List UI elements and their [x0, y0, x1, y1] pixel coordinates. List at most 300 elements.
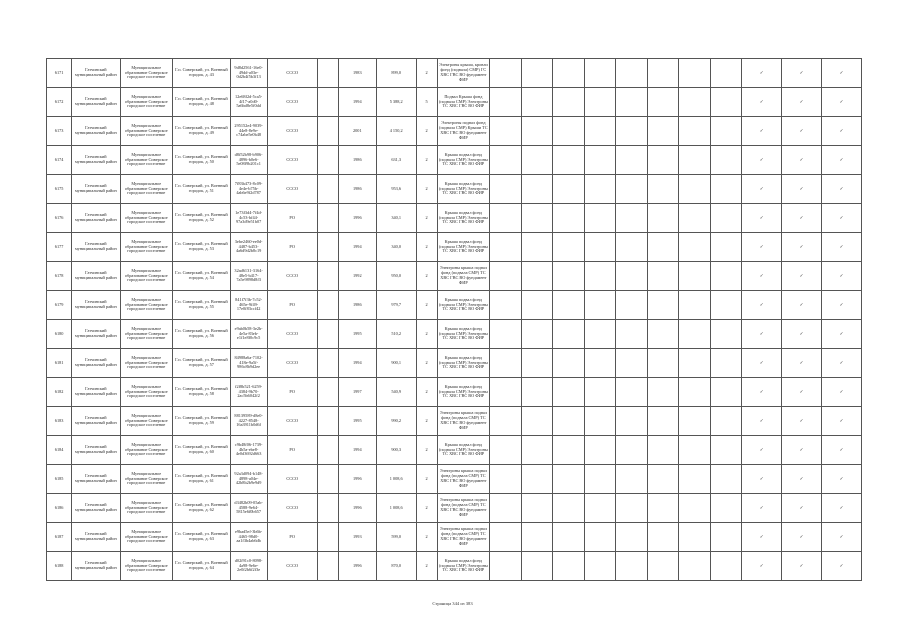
fias-code-cell: d8f52b98-b906-4896-b0e6-5e08f9b201c1	[230, 146, 267, 175]
area-cell: 900,1	[376, 349, 416, 378]
check-mark-icon: ✓	[782, 204, 822, 233]
table-row	[47, 552, 862, 581]
empty-cell	[679, 349, 711, 378]
empty-cell	[490, 175, 522, 204]
empty-cell	[521, 146, 553, 175]
check-mark-icon: ✓	[821, 349, 861, 378]
check-mark-icon: ✓	[782, 552, 822, 581]
fund-type-cell: СССО	[267, 407, 317, 436]
address-cell: Г.п. Сиверский, ул. Военный городок, д. 54	[173, 262, 231, 291]
work-types-cell: Крыша подвал фонд (подвала СМР) Электроны ТС ХВС ГВС ВО ФИР	[437, 436, 490, 465]
empty-cell	[317, 494, 338, 523]
check-mark-icon: ✓	[742, 175, 782, 204]
check-mark-icon: ✓	[742, 233, 782, 262]
check-mark-icon: ✓	[821, 465, 861, 494]
empty-cell	[490, 465, 522, 494]
empty-cell	[710, 233, 742, 262]
row-number: 6177	[47, 233, 72, 262]
floors-cell: 5	[416, 88, 437, 117]
table-row	[47, 204, 862, 233]
fund-type-cell: СССО	[267, 175, 317, 204]
empty-cell	[616, 320, 648, 349]
district-cell: Гатчинский муниципальный район	[72, 552, 120, 581]
year-cell: 1986	[338, 146, 376, 175]
check-mark-icon: ✓	[782, 320, 822, 349]
empty-cell	[521, 320, 553, 349]
empty-cell	[490, 349, 522, 378]
empty-cell	[553, 146, 585, 175]
check-mark-icon: ✓	[821, 204, 861, 233]
row-number: 6172	[47, 88, 72, 117]
empty-cell	[490, 59, 522, 88]
empty-cell	[679, 146, 711, 175]
fias-code-cell: c9b48f06-1739-4b5a-ebe8-4e0d3692d663	[230, 436, 267, 465]
area-cell: 900,3	[376, 436, 416, 465]
settlement-cell: Муниципальное образование Сиверское городское поселение	[120, 378, 173, 407]
fund-type-cell: СССО	[267, 465, 317, 494]
empty-cell	[584, 378, 616, 407]
empty-cell	[616, 88, 648, 117]
check-mark-icon: ✓	[742, 88, 782, 117]
empty-cell	[616, 117, 648, 146]
empty-cell	[521, 436, 553, 465]
empty-cell	[584, 146, 616, 175]
address-cell: Г.п. Сиверский, ул. Военный городок, д. 50	[173, 146, 231, 175]
settlement-cell: Муниципальное образование Сиверское городское поселение	[120, 465, 173, 494]
settlement-cell: Муниципальное образование Сиверское городское поселение	[120, 175, 173, 204]
check-mark-icon: ✓	[742, 436, 782, 465]
table-row	[47, 146, 862, 175]
fias-code-cell: 295152e4-9039-44e8-8e9e-c74abe5e0b48	[230, 117, 267, 146]
empty-cell	[521, 494, 553, 523]
check-mark-icon: ✓	[782, 59, 822, 88]
empty-cell	[317, 378, 338, 407]
row-number: 6178	[47, 262, 72, 291]
empty-cell	[584, 436, 616, 465]
row-number: 6186	[47, 494, 72, 523]
fund-type-cell: СССО	[267, 88, 317, 117]
empty-cell	[647, 320, 679, 349]
year-cell: 1996	[338, 552, 376, 581]
empty-cell	[710, 59, 742, 88]
year-cell: 2001	[338, 117, 376, 146]
row-number: 6174	[47, 146, 72, 175]
work-types-cell: Крыша подвал фонд (подвала СМР) Электроны ТС ХВС ГВС ВО ФИР	[437, 291, 490, 320]
district-cell: Гатчинский муниципальный район	[72, 465, 120, 494]
empty-cell	[553, 494, 585, 523]
fund-type-cell: РО	[267, 436, 317, 465]
settlement-cell: Муниципальное образование Сиверское городское поселение	[120, 88, 173, 117]
table-row	[47, 436, 862, 465]
empty-cell	[490, 494, 522, 523]
check-mark-icon: ✓	[821, 233, 861, 262]
year-cell: 1995	[338, 407, 376, 436]
empty-cell	[521, 552, 553, 581]
empty-cell	[616, 204, 648, 233]
check-mark-icon: ✓	[782, 465, 822, 494]
settlement-cell: Муниципальное образование Сиверское городское поселение	[120, 523, 173, 552]
check-mark-icon: ✓	[821, 262, 861, 291]
floors-cell: 2	[416, 204, 437, 233]
settlement-cell: Муниципальное образование Сиверское городское поселение	[120, 436, 173, 465]
fias-code-cell: d3482b09-05ab-4588-9e64-5815e6f0b657	[230, 494, 267, 523]
settlement-cell: Муниципальное образование Сиверское городское поселение	[120, 233, 173, 262]
empty-cell	[584, 494, 616, 523]
address-cell: Г.п. Сиверский, ул. Военный городок, д. 57	[173, 349, 231, 378]
area-cell: 953,6	[376, 175, 416, 204]
district-cell: Гатчинский муниципальный район	[72, 146, 120, 175]
empty-cell	[521, 465, 553, 494]
district-cell: Гатчинский муниципальный район	[72, 523, 120, 552]
district-cell: Гатчинский муниципальный район	[72, 88, 120, 117]
empty-cell	[679, 233, 711, 262]
check-mark-icon: ✓	[782, 291, 822, 320]
empty-cell	[490, 204, 522, 233]
empty-cell	[647, 59, 679, 88]
empty-cell	[647, 436, 679, 465]
settlement-cell: Муниципальное образование Сиверское городское поселение	[120, 291, 173, 320]
fias-code-cell: 92a3d094-b148-4898-a04e-42b8b2b9e9d9	[230, 465, 267, 494]
empty-cell	[584, 175, 616, 204]
floors-cell: 2	[416, 59, 437, 88]
table-row	[47, 88, 862, 117]
empty-cell	[679, 407, 711, 436]
settlement-cell: Муниципальное образование Сиверское городское поселение	[120, 494, 173, 523]
fund-type-cell: СССО	[267, 117, 317, 146]
area-cell: 340,1	[376, 204, 416, 233]
empty-cell	[317, 291, 338, 320]
floors-cell: 2	[416, 117, 437, 146]
area-cell: 631,3	[376, 146, 416, 175]
empty-cell	[679, 291, 711, 320]
area-cell: 5 388,2	[376, 88, 416, 117]
area-cell: 510,2	[376, 320, 416, 349]
table-row	[47, 175, 862, 204]
empty-cell	[317, 349, 338, 378]
area-cell: 979,7	[376, 291, 416, 320]
fund-type-cell: РО	[267, 233, 317, 262]
empty-cell	[490, 146, 522, 175]
area-cell: 1 008,6	[376, 494, 416, 523]
row-number: 6179	[47, 291, 72, 320]
empty-cell	[521, 117, 553, 146]
check-mark-icon: ✓	[782, 436, 822, 465]
work-types-cell: Электроны крыша подвал фонд (подвала СМР) ТС ХВС ГВС ВО фундамент ФИР	[437, 523, 490, 552]
empty-cell	[584, 320, 616, 349]
empty-cell	[317, 436, 338, 465]
table-body	[47, 59, 862, 581]
district-cell: Гатчинский муниципальный район	[72, 59, 120, 88]
area-cell: 870,0	[376, 552, 416, 581]
check-mark-icon: ✓	[821, 552, 861, 581]
floors-cell: 2	[416, 320, 437, 349]
empty-cell	[553, 204, 585, 233]
row-number: 6175	[47, 175, 72, 204]
work-types-cell: Крыша подвал фонд (подвала СМР) Электроны ТС ХВС ГВС ВО ФИР	[437, 320, 490, 349]
empty-cell	[317, 407, 338, 436]
building-registry-table	[46, 58, 862, 581]
empty-cell	[647, 233, 679, 262]
fias-code-cell: 32ad6131-3164-48e5-b417-7a5e9898d8f3	[230, 262, 267, 291]
table-row	[47, 523, 862, 552]
check-mark-icon: ✓	[821, 88, 861, 117]
address-cell: Г.п. Сиверский, ул. Военный городок, д. 58	[173, 378, 231, 407]
address-cell: Г.п. Сиверский, ул. Военный городок, д. 64	[173, 552, 231, 581]
check-mark-icon: ✓	[782, 262, 822, 291]
table-row	[47, 494, 862, 523]
area-cell: 950,0	[376, 262, 416, 291]
check-mark-icon: ✓	[782, 494, 822, 523]
empty-cell	[553, 320, 585, 349]
work-types-cell: Электроны подвал фонд (подвала СМР) Крыши ТС ХВС ГВС ВО фундамент ФИР	[437, 117, 490, 146]
year-cell: 1993	[338, 523, 376, 552]
empty-cell	[553, 175, 585, 204]
check-mark-icon: ✓	[742, 552, 782, 581]
check-mark-icon: ✓	[782, 523, 822, 552]
fias-code-cell: f2f8b521-6259-4384-9b70-2ac5b6042f2	[230, 378, 267, 407]
empty-cell	[679, 204, 711, 233]
empty-cell	[584, 233, 616, 262]
empty-cell	[317, 465, 338, 494]
empty-cell	[553, 407, 585, 436]
empty-cell	[647, 262, 679, 291]
empty-cell	[647, 291, 679, 320]
area-cell: 540,9	[376, 378, 416, 407]
empty-cell	[521, 204, 553, 233]
empty-cell	[521, 523, 553, 552]
district-cell: Гатчинский муниципальный район	[72, 378, 120, 407]
address-cell: Г.п. Сиверский, ул. Военный городок, д. 59	[173, 407, 231, 436]
fias-code-cell: 84988a6a-7102-418e-9a5f-986c8b9d2ee	[230, 349, 267, 378]
check-mark-icon: ✓	[742, 378, 782, 407]
empty-cell	[521, 233, 553, 262]
row-number: 6185	[47, 465, 72, 494]
floors-cell: 2	[416, 349, 437, 378]
table-row	[47, 349, 862, 378]
fias-code-cell: 9d8d2561-16e0-49dd-a03e-0d2b4f5b3f13	[230, 59, 267, 88]
empty-cell	[616, 494, 648, 523]
empty-cell	[616, 175, 648, 204]
floors-cell: 2	[416, 291, 437, 320]
row-number: 6171	[47, 59, 72, 88]
fias-code-cell: 3ebe2460-ee0d-4487-b453-4a6d9d2b8c19	[230, 233, 267, 262]
empty-cell	[584, 262, 616, 291]
address-cell: Г.п. Сиверский, ул. Военный городок, д. 49	[173, 117, 231, 146]
check-mark-icon: ✓	[742, 320, 782, 349]
work-types-cell: Крыша подвал фонд (подвала СМР) Электроны ТС ХВС ГВС ВО ФИР	[437, 233, 490, 262]
empty-cell	[317, 59, 338, 88]
row-number: 6183	[47, 407, 72, 436]
empty-cell	[710, 88, 742, 117]
settlement-cell: Муниципальное образование Сиверское городское поселение	[120, 407, 173, 436]
empty-cell	[521, 175, 553, 204]
empty-cell	[584, 59, 616, 88]
empty-cell	[647, 465, 679, 494]
empty-cell	[616, 262, 648, 291]
empty-cell	[490, 88, 522, 117]
empty-cell	[616, 465, 648, 494]
empty-cell	[616, 436, 648, 465]
empty-cell	[317, 523, 338, 552]
empty-cell	[710, 291, 742, 320]
row-number: 6173	[47, 117, 72, 146]
empty-cell	[584, 88, 616, 117]
empty-cell	[553, 59, 585, 88]
empty-cell	[317, 88, 338, 117]
empty-cell	[317, 146, 338, 175]
fias-code-cell: 1e73f3d4-7f4d-4c53-bf44-97a3d9e51b07	[230, 204, 267, 233]
work-types-cell: Подвал Крыша фонд (подвала СМР) Электроны ТС ХВС ГВС ВО ФИР	[437, 88, 490, 117]
empty-cell	[317, 552, 338, 581]
fund-type-cell: СССО	[267, 349, 317, 378]
empty-cell	[679, 465, 711, 494]
floors-cell: 2	[416, 262, 437, 291]
settlement-cell: Муниципальное образование Сиверское городское поселение	[120, 349, 173, 378]
check-mark-icon: ✓	[782, 349, 822, 378]
check-mark-icon: ✓	[782, 146, 822, 175]
address-cell: Г.п. Сиверский, ул. Военный городок, д. 43	[173, 59, 231, 88]
empty-cell	[317, 175, 338, 204]
check-mark-icon: ✓	[821, 320, 861, 349]
table-row	[47, 465, 862, 494]
address-cell: Г.п. Сиверский, ул. Военный городок, д. 56	[173, 320, 231, 349]
fund-type-cell: СССО	[267, 552, 317, 581]
district-cell: Гатчинский муниципальный район	[72, 233, 120, 262]
empty-cell	[616, 146, 648, 175]
row-number: 6176	[47, 204, 72, 233]
fund-type-cell: СССО	[267, 59, 317, 88]
empty-cell	[710, 204, 742, 233]
empty-cell	[584, 552, 616, 581]
empty-cell	[647, 407, 679, 436]
fund-type-cell: СССО	[267, 146, 317, 175]
table-row	[47, 262, 862, 291]
empty-cell	[584, 407, 616, 436]
address-cell: Г.п. Сиверский, ул. Военный городок, д. 63	[173, 523, 231, 552]
check-mark-icon: ✓	[821, 523, 861, 552]
floors-cell: 2	[416, 146, 437, 175]
empty-cell	[584, 291, 616, 320]
empty-cell	[616, 407, 648, 436]
empty-cell	[616, 378, 648, 407]
address-cell: Г.п. Сиверский, ул. Военный городок, д. 53	[173, 233, 231, 262]
row-number: 6181	[47, 349, 72, 378]
empty-cell	[710, 436, 742, 465]
empty-cell	[616, 349, 648, 378]
district-cell: Гатчинский муниципальный район	[72, 494, 120, 523]
check-mark-icon: ✓	[821, 407, 861, 436]
floors-cell: 2	[416, 175, 437, 204]
empty-cell	[616, 552, 648, 581]
year-cell: 1992	[338, 262, 376, 291]
fund-type-cell: СССО	[267, 320, 317, 349]
empty-cell	[679, 494, 711, 523]
empty-cell	[490, 262, 522, 291]
empty-cell	[710, 146, 742, 175]
empty-cell	[553, 88, 585, 117]
row-number: 6182	[47, 378, 72, 407]
empty-cell	[710, 175, 742, 204]
check-mark-icon: ✓	[782, 407, 822, 436]
floors-cell: 2	[416, 465, 437, 494]
empty-cell	[710, 349, 742, 378]
empty-cell	[710, 552, 742, 581]
empty-cell	[710, 320, 742, 349]
work-types-cell: Крыша подвал фонд (подвала СМР) Электроны ТС ХВС ГВС ВО ФИР	[437, 349, 490, 378]
empty-cell	[553, 552, 585, 581]
table-row	[47, 407, 862, 436]
floors-cell: 2	[416, 523, 437, 552]
empty-cell	[553, 436, 585, 465]
fund-type-cell: СССО	[267, 494, 317, 523]
row-number: 6187	[47, 523, 72, 552]
check-mark-icon: ✓	[821, 436, 861, 465]
fund-type-cell: РО	[267, 291, 317, 320]
fias-code-cell: 12e68f2d-5ca5-4f17-a0d0-5a6bd8e5f0dd	[230, 88, 267, 117]
settlement-cell: Муниципальное образование Сиверское городское поселение	[120, 262, 173, 291]
row-number: 6188	[47, 552, 72, 581]
settlement-cell: Муниципальное образование Сиверское городское поселение	[120, 146, 173, 175]
empty-cell	[317, 320, 338, 349]
work-types-cell: Крыша подвал фонд (подвала СМР) Электроны ТС ХВС ГВС ВО ФИР	[437, 146, 490, 175]
empty-cell	[679, 117, 711, 146]
empty-cell	[584, 204, 616, 233]
district-cell: Гатчинский муниципальный район	[72, 204, 120, 233]
area-cell: 990,2	[376, 407, 416, 436]
settlement-cell: Муниципальное образование Сиверское городское поселение	[120, 117, 173, 146]
settlement-cell: Муниципальное образование Сиверское городское поселение	[120, 552, 173, 581]
year-cell: 1983	[338, 59, 376, 88]
work-types-cell: Электроны крыша подвал фонд (подвала СМР) ТС ХВС ГВС ВО фундамент ФИР	[437, 465, 490, 494]
empty-cell	[647, 552, 679, 581]
check-mark-icon: ✓	[742, 349, 782, 378]
empty-cell	[490, 378, 522, 407]
empty-cell	[553, 523, 585, 552]
empty-cell	[521, 407, 553, 436]
check-mark-icon: ✓	[821, 146, 861, 175]
check-mark-icon: ✓	[782, 233, 822, 262]
floors-cell: 2	[416, 378, 437, 407]
empty-cell	[584, 465, 616, 494]
empty-cell	[490, 552, 522, 581]
check-mark-icon: ✓	[821, 378, 861, 407]
district-cell: Гатчинский муниципальный район	[72, 407, 120, 436]
empty-cell	[317, 233, 338, 262]
year-cell: 1994	[338, 88, 376, 117]
table-row	[47, 117, 862, 146]
district-cell: Гатчинский муниципальный район	[72, 320, 120, 349]
table-row	[47, 59, 862, 88]
work-types-cell: Электроны крыша подвал фонд (подвала СМР) ТС ХВС ГВС ВО фундамент ФИР	[437, 262, 490, 291]
check-mark-icon: ✓	[782, 88, 822, 117]
check-mark-icon: ✓	[821, 117, 861, 146]
check-mark-icon: ✓	[742, 146, 782, 175]
empty-cell	[490, 436, 522, 465]
empty-cell	[679, 436, 711, 465]
empty-cell	[679, 552, 711, 581]
area-cell: 4 150,2	[376, 117, 416, 146]
empty-cell	[647, 88, 679, 117]
check-mark-icon: ✓	[742, 523, 782, 552]
address-cell: Г.п. Сиверский, ул. Военный городок, д. 60	[173, 436, 231, 465]
empty-cell	[710, 523, 742, 552]
year-cell: 1986	[338, 175, 376, 204]
area-cell: 1 008,6	[376, 465, 416, 494]
empty-cell	[647, 494, 679, 523]
empty-cell	[521, 349, 553, 378]
row-number: 6180	[47, 320, 72, 349]
empty-cell	[679, 262, 711, 291]
